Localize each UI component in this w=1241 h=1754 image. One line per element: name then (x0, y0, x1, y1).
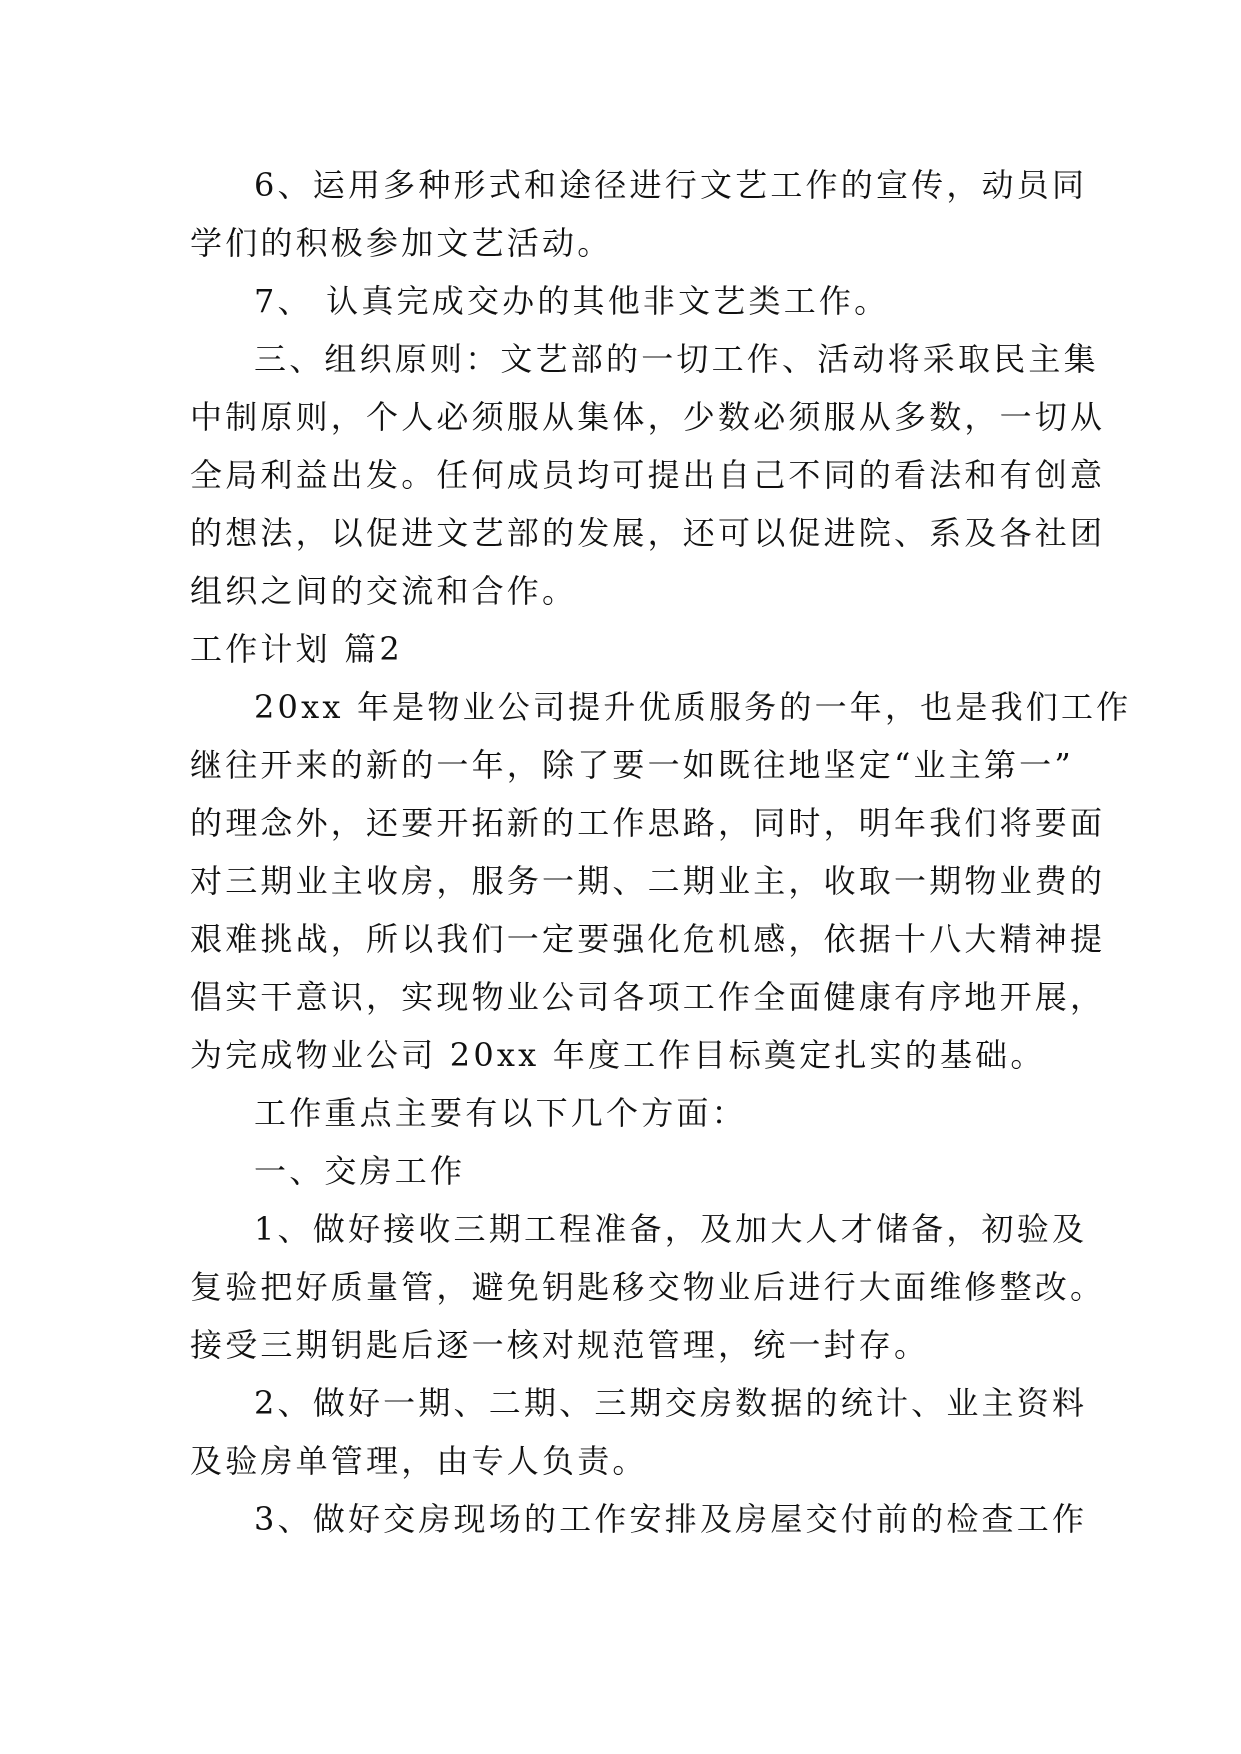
paragraph-line: 的理念外，还要开拓新的工作思路，同时，明年我们将要面 (190, 804, 1106, 842)
paragraph-line: 复验把好质量管，避免钥匙移交物业后进行大面维修整改。 (190, 1268, 1106, 1306)
paragraph-line: 学们的积极参加文艺活动。 (190, 224, 613, 262)
paragraph-line: 工作重点主要有以下几个方面： (254, 1094, 747, 1132)
paragraph-line: 艰难挑战，所以我们一定要强化危机感，依据十八大精神提 (190, 920, 1106, 958)
paragraph-line: 1、做好接收三期工程准备，及加大人才储备，初验及 (254, 1210, 1088, 1248)
paragraph-line: 三、组织原则：文艺部的一切工作、活动将采取民主集 (254, 340, 1099, 378)
paragraph-line: 对三期业主收房，服务一期、二期业主，收取一期物业费的 (190, 862, 1106, 900)
paragraph-line: 中制原则，个人必须服从集体，少数必须服从多数，一切从 (190, 398, 1106, 436)
paragraph-line: 20xx 年是物业公司提升优质服务的一年，也是我们工作 (254, 688, 1132, 726)
section-heading: 工作计划 篇2 (190, 630, 403, 668)
paragraph-line: 倡实干意识，实现物业公司各项工作全面健康有序地开展， (190, 978, 1106, 1016)
paragraph-line: 2、做好一期、二期、三期交房数据的统计、业主资料 (254, 1384, 1088, 1422)
paragraph-line: 继往开来的新的一年，除了要一如既往地坚定“业主第一” (190, 746, 1074, 784)
paragraph-line: 3、做好交房现场的工作安排及房屋交付前的检查工作 (254, 1500, 1088, 1538)
paragraph-line: 的想法，以促进文艺部的发展，还可以促进院、系及各社团 (190, 514, 1106, 552)
paragraph-line: 全局利益出发。任何成员均可提出自己不同的看法和有创意 (190, 456, 1106, 494)
subheading-line: 一、交房工作 (254, 1152, 466, 1190)
paragraph-line: 组织之间的交流和合作。 (190, 572, 578, 610)
paragraph-line: 及验房单管理，由专人负责。 (190, 1442, 648, 1480)
paragraph-line: 接受三期钥匙后逐一核对规范管理，统一封存。 (190, 1326, 930, 1364)
paragraph-line: 为完成物业公司 20xx 年度工作目标奠定扎实的基础。 (190, 1036, 1046, 1074)
paragraph-line: 7、 认真完成交办的其他非文艺类工作。 (254, 282, 890, 320)
paragraph-line: 6、运用多种形式和途径进行文艺工作的宣传，动员同 (254, 166, 1088, 204)
